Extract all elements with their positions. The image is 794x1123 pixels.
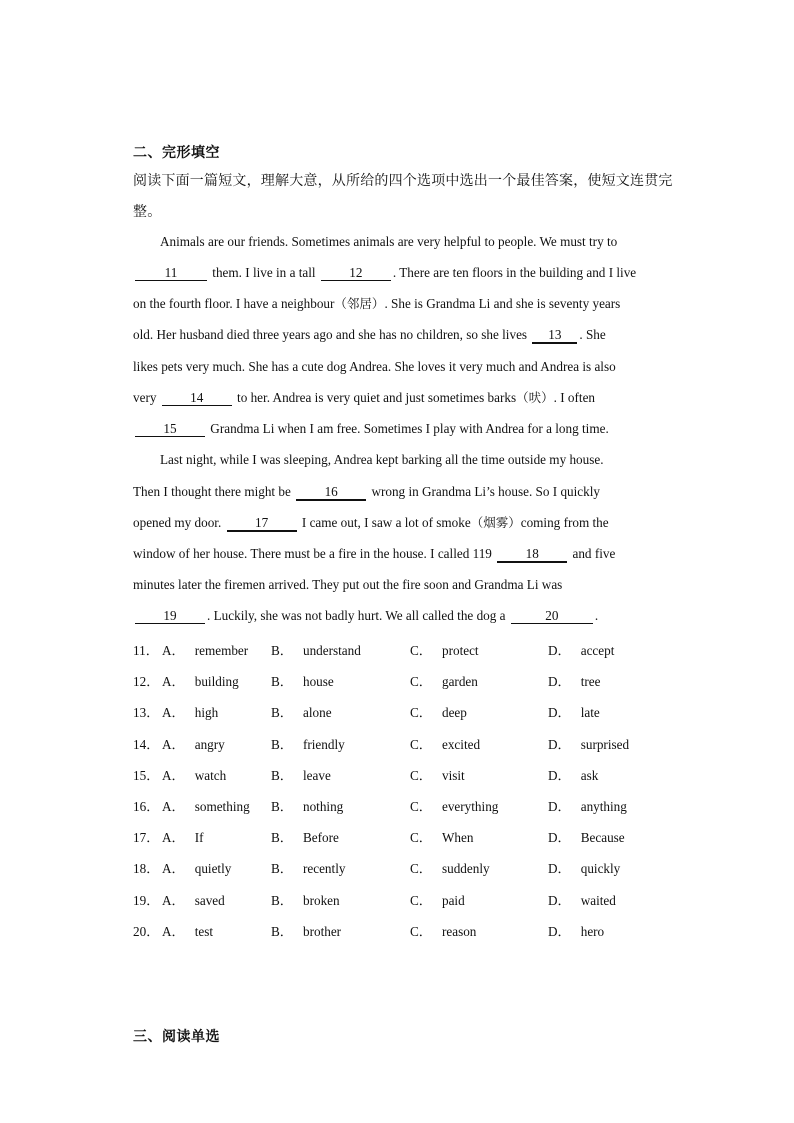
option-a[interactable]: A． angry (162, 736, 225, 752)
passage-text: window of her house. There must be a fire in the house. I called 119 (133, 546, 492, 561)
question-number: 11． (133, 643, 159, 658)
blank-15: 15 (135, 421, 205, 437)
question-number: 13． (133, 705, 160, 721)
passage-text: and five (572, 546, 616, 561)
passage-text: wrong in Grandma Li’s house. So I quickly (371, 484, 601, 499)
question-row (133, 700, 693, 731)
blank-12: 12 (321, 265, 391, 281)
passage-line-3 (133, 294, 620, 314)
option-b[interactable]: B． Before (271, 830, 339, 846)
option-c[interactable]: C． reason (410, 923, 477, 939)
question-row (133, 638, 693, 669)
passage-text: them. I live in a tall (212, 265, 316, 280)
blank-18: 18 (497, 546, 567, 563)
passage-line-8 (160, 450, 604, 470)
option-a[interactable]: A． watch (162, 767, 227, 783)
passage-text: Animals are our friends. Sometimes animals are very helpful to people. We must try to (160, 234, 618, 249)
passage-line-9 (133, 482, 600, 502)
passage-text: . Luckily, she was not badly hurt. We all called the dog a (207, 608, 506, 623)
option-b[interactable]: B． alone (271, 705, 332, 721)
option-d[interactable]: D． anything (548, 798, 627, 814)
option-c[interactable]: C． suddenly (410, 861, 490, 877)
blank-17: 17 (227, 515, 297, 532)
option-b[interactable]: B． nothing (271, 798, 344, 814)
question-number: 17． (133, 830, 160, 846)
passage-text-cjk: （吠） (516, 390, 554, 405)
passage-text: . There are ten floors in the building and I live (392, 265, 637, 280)
question-row (133, 732, 693, 763)
option-b[interactable]: B． recently (271, 861, 346, 877)
blank-14: 14 (162, 390, 232, 406)
blank-20: 20 (511, 608, 593, 624)
option-c[interactable]: C． paid (410, 892, 465, 908)
option-a[interactable]: A． test (162, 923, 214, 939)
passage-line-12 (133, 575, 562, 595)
question-row (133, 919, 693, 950)
option-a[interactable]: A． If (162, 830, 204, 846)
option-c[interactable]: C． When (410, 830, 474, 846)
option-a[interactable]: A． building (162, 674, 239, 690)
passage-text: old. Her husband died three years ago and she has no children, so she lives (133, 327, 528, 342)
passage-line-10 (133, 513, 609, 533)
option-c[interactable]: C． garden (410, 674, 478, 690)
option-a[interactable]: A． saved (162, 892, 225, 908)
option-b[interactable]: B． understand (271, 643, 361, 658)
section-title-reading: 三、阅读单选 (133, 1029, 220, 1045)
option-a[interactable]: A． something (162, 798, 250, 814)
question-number: 15． (133, 767, 160, 783)
blank-11: 11 (135, 265, 207, 281)
passage-line-6 (133, 388, 595, 408)
passage-text: . I often (553, 390, 596, 405)
passage-text-cjk: （邻居） (334, 296, 385, 311)
option-b[interactable]: B． broken (271, 892, 340, 908)
option-c[interactable]: C． protect (410, 643, 479, 658)
passage-line-7 (133, 419, 609, 439)
question-row (133, 763, 693, 794)
option-d[interactable]: D． Because (548, 830, 625, 846)
option-b[interactable]: B． house (271, 674, 334, 690)
option-c[interactable]: C． excited (410, 736, 481, 752)
option-d[interactable]: D． hero (548, 923, 605, 939)
blank-13: 13 (532, 327, 577, 344)
option-a[interactable]: A． remember (162, 643, 249, 658)
passage-line-2 (133, 263, 636, 283)
question-row (133, 669, 693, 700)
blank-16: 16 (296, 484, 366, 501)
section-title-cloze: 二、完形填空 (133, 145, 220, 161)
option-b[interactable]: B． leave (271, 767, 331, 783)
passage-text: coming from the (520, 515, 609, 530)
passage-text: likes pets very much. She has a cute dog Andrea. She loves it very much and Andrea is also (133, 359, 616, 374)
option-d[interactable]: D． accept (548, 643, 615, 658)
passage-line-4 (133, 325, 606, 345)
question-row (133, 825, 693, 856)
passage-text: . She (579, 327, 606, 342)
question-row (133, 794, 693, 825)
option-d[interactable]: D． ask (548, 767, 599, 783)
cloze-instruction: 阅读下面一篇短文，理解大意，从所给的四个选项中选出一个最佳答案，使短文连贯完整。 (133, 173, 673, 220)
question-number: 19． (133, 892, 160, 908)
option-a[interactable]: A． high (162, 705, 219, 721)
question-number: 20． (133, 923, 160, 939)
passage-text: Then I thought there might be (133, 484, 291, 499)
question-number: 12． (133, 674, 160, 690)
question-number: 14． (133, 736, 160, 752)
passage-text: Grandma Li when I am free. Sometimes I play with Andrea for a long time. (210, 421, 609, 436)
option-d[interactable]: D． waited (548, 892, 616, 908)
option-c[interactable]: C． deep (410, 705, 467, 721)
option-a[interactable]: A． quietly (162, 861, 232, 877)
passage-text: . (594, 608, 599, 623)
option-d[interactable]: D． late (548, 705, 600, 721)
option-d[interactable]: D． surprised (548, 736, 630, 752)
passage-text: very (133, 390, 157, 405)
question-options-list (133, 638, 693, 950)
blank-19: 19 (135, 608, 205, 624)
question-row (133, 856, 693, 887)
passage-text: Last night, while I was sleeping, Andrea kept barking all the time outside my house. (160, 452, 604, 467)
passage-text: to her. Andrea is very quiet and just sometimes barks (237, 390, 517, 405)
passage-line-5 (133, 357, 616, 377)
option-b[interactable]: B． brother (271, 923, 342, 939)
option-c[interactable]: C． everything (410, 798, 499, 814)
option-d[interactable]: D． quickly (548, 861, 621, 877)
passage-line-11 (133, 544, 615, 564)
option-c[interactable]: C． visit (410, 767, 465, 783)
passage-text: minutes later the firemen arrived. They put out the fire soon and Grandma Li was (133, 577, 563, 592)
question-number: 18． (133, 861, 160, 877)
passage-line-1 (160, 232, 617, 252)
passage-text: I came out, I saw a lot of smoke (301, 515, 471, 530)
option-d[interactable]: D． tree (548, 674, 601, 690)
option-b[interactable]: B． friendly (271, 736, 345, 752)
question-number: 16． (133, 798, 160, 814)
question-row (133, 888, 693, 919)
passage-text: . She is Grandma Li and she is seventy years (384, 296, 621, 311)
passage-line-13 (133, 606, 598, 626)
passage-text-cjk: （烟雾） (470, 515, 521, 530)
passage-text: opened my door. (133, 515, 222, 530)
passage-text: on the fourth floor. I have a neighbour (133, 296, 335, 311)
